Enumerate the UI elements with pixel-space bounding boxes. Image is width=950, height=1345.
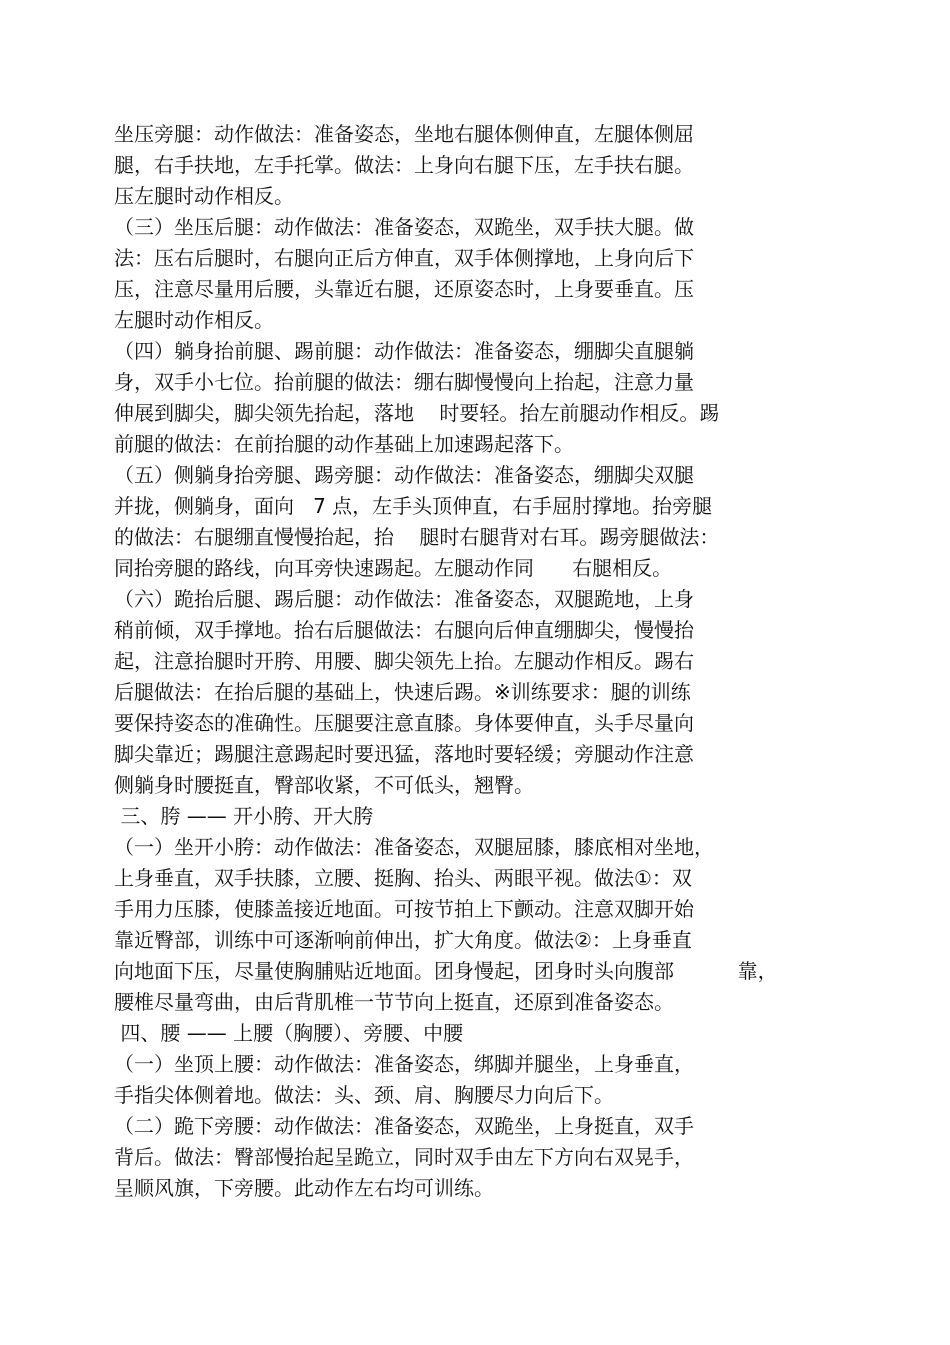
text-line: 同抬旁腿的路线，向耳旁快速踢起。左腿动作同 右腿相反。: [114, 556, 673, 580]
text-line: 脚尖靠近；踢腿注意踢起时要迅猛，落地时要轻缓；旁腿动作注意: [114, 742, 694, 766]
text-line: 压，注意尽量用后腰，头靠近右腿，还原姿态时，上身要垂直。压: [114, 277, 694, 301]
text-line: 手用力压膝，使膝盖接近地面。可按节拍上下颤动。注意双脚开始: [114, 897, 694, 921]
text-line: 向地面下压，尽量使胸脯贴近地面。团身慢起，团身时头向腹部 靠，: [114, 959, 778, 983]
text-line: 腿，右手扶地，左手托掌。做法：上身向右腿下压，左手扶右腿。: [114, 153, 694, 177]
text-line: 前腿的做法：在前抬腿的动作基础上加速踢起落下。: [114, 432, 574, 456]
text-line: 并拢，侧躺身，面向 7 点，左手头顶伸直，右手屈肘撑地。抬旁腿: [114, 494, 713, 518]
section-heading: 三、胯 —— 开小胯、开大胯: [114, 804, 374, 828]
text-line: （四）躺身抬前腿、踢前腿：动作做法：准备姿态，绷脚尖直腿躺: [114, 339, 694, 363]
text-line: （三）坐压后腿：动作做法：准备姿态，双跪坐，双手扶大腿。做: [114, 215, 694, 239]
text-line: 坐压旁腿：动作做法：准备姿态，坐地右腿体侧伸直，左腿体侧屈: [114, 122, 694, 146]
text-line: （二）跪下旁腰：动作做法：准备姿态，双跪坐，上身挺直，双手: [114, 1114, 694, 1138]
text-line: 呈顺风旗，下旁腰。此动作左右均可训练。: [114, 1176, 494, 1200]
text-line: （一）坐开小胯：动作做法：准备姿态，双腿屈膝，膝底相对坐地，: [114, 835, 714, 859]
text-line: （一）坐顶上腰：动作做法：准备姿态，绑脚并腿坐，上身垂直，: [114, 1052, 694, 1076]
text-line: 侧躺身时腰挺直，臀部收紧，不可低头，翘臀。: [114, 773, 534, 797]
text-line: 手指尖体侧着地。做法：头、颈、肩、胸腰尽力向后下。: [114, 1083, 614, 1107]
text-line: 起，注意抬腿时开胯、用腰、脚尖领先上抬。左腿动作相反。踢右: [114, 649, 694, 673]
text-line: 伸展到脚尖，脚尖领先抬起，落地 时要轻。抬左前腿动作相反。踢: [114, 401, 720, 425]
text-line: 要保持姿态的准确性。压腿要注意直膝。身体要伸直，头手尽量向: [114, 711, 694, 735]
document-body: [114, 119, 914, 1204]
text-line: 上身垂直，双手扶膝，立腰、挺胸、抬头、两眼平视。做法①：双: [114, 866, 692, 890]
text-line: 左腿时动作相反。: [114, 308, 274, 332]
text-line: 的做法：右腿绷直慢慢抬起，抬 腿时右腿背对右耳。踢旁腿做法：: [114, 525, 720, 549]
text-line: 靠近臀部，训练中可逐渐响前伸出，扩大角度。做法②：上身垂直: [114, 928, 692, 952]
text-line: （六）跪抬后腿、踢后腿：动作做法：准备姿态，双腿跪地，上身: [114, 587, 694, 611]
text-line: 身，双手小七位。抬前腿的做法：绷右脚慢慢向上抬起，注意力量: [114, 370, 694, 394]
section-heading: 四、腰 —— 上腰（胸腰）、旁腰、中腰: [114, 1021, 464, 1045]
text-line: 法：压右后腿时，右腿向正后方伸直，双手体侧撑地，上身向后下: [114, 246, 694, 270]
text-line: 腰椎尽量弯曲，由后背肌椎一节节向上挺直，还原到准备姿态。: [114, 990, 674, 1014]
text-line: 压左腿时动作相反。: [114, 184, 294, 208]
text-line: 稍前倾，双手撑地。抬右后腿做法：右腿向后伸直绷脚尖，慢慢抬: [114, 618, 694, 642]
text-line: 背后。做法：臀部慢抬起呈跪立，同时双手由左下方向右双晃手，: [114, 1145, 694, 1169]
text-line: 后腿做法：在抬后腿的基础上，快速后踢。※训练要求：腿的训练: [114, 680, 691, 704]
text-line: （五）侧躺身抬旁腿、踢旁腿：动作做法：准备姿态，绷脚尖双腿: [114, 463, 694, 487]
